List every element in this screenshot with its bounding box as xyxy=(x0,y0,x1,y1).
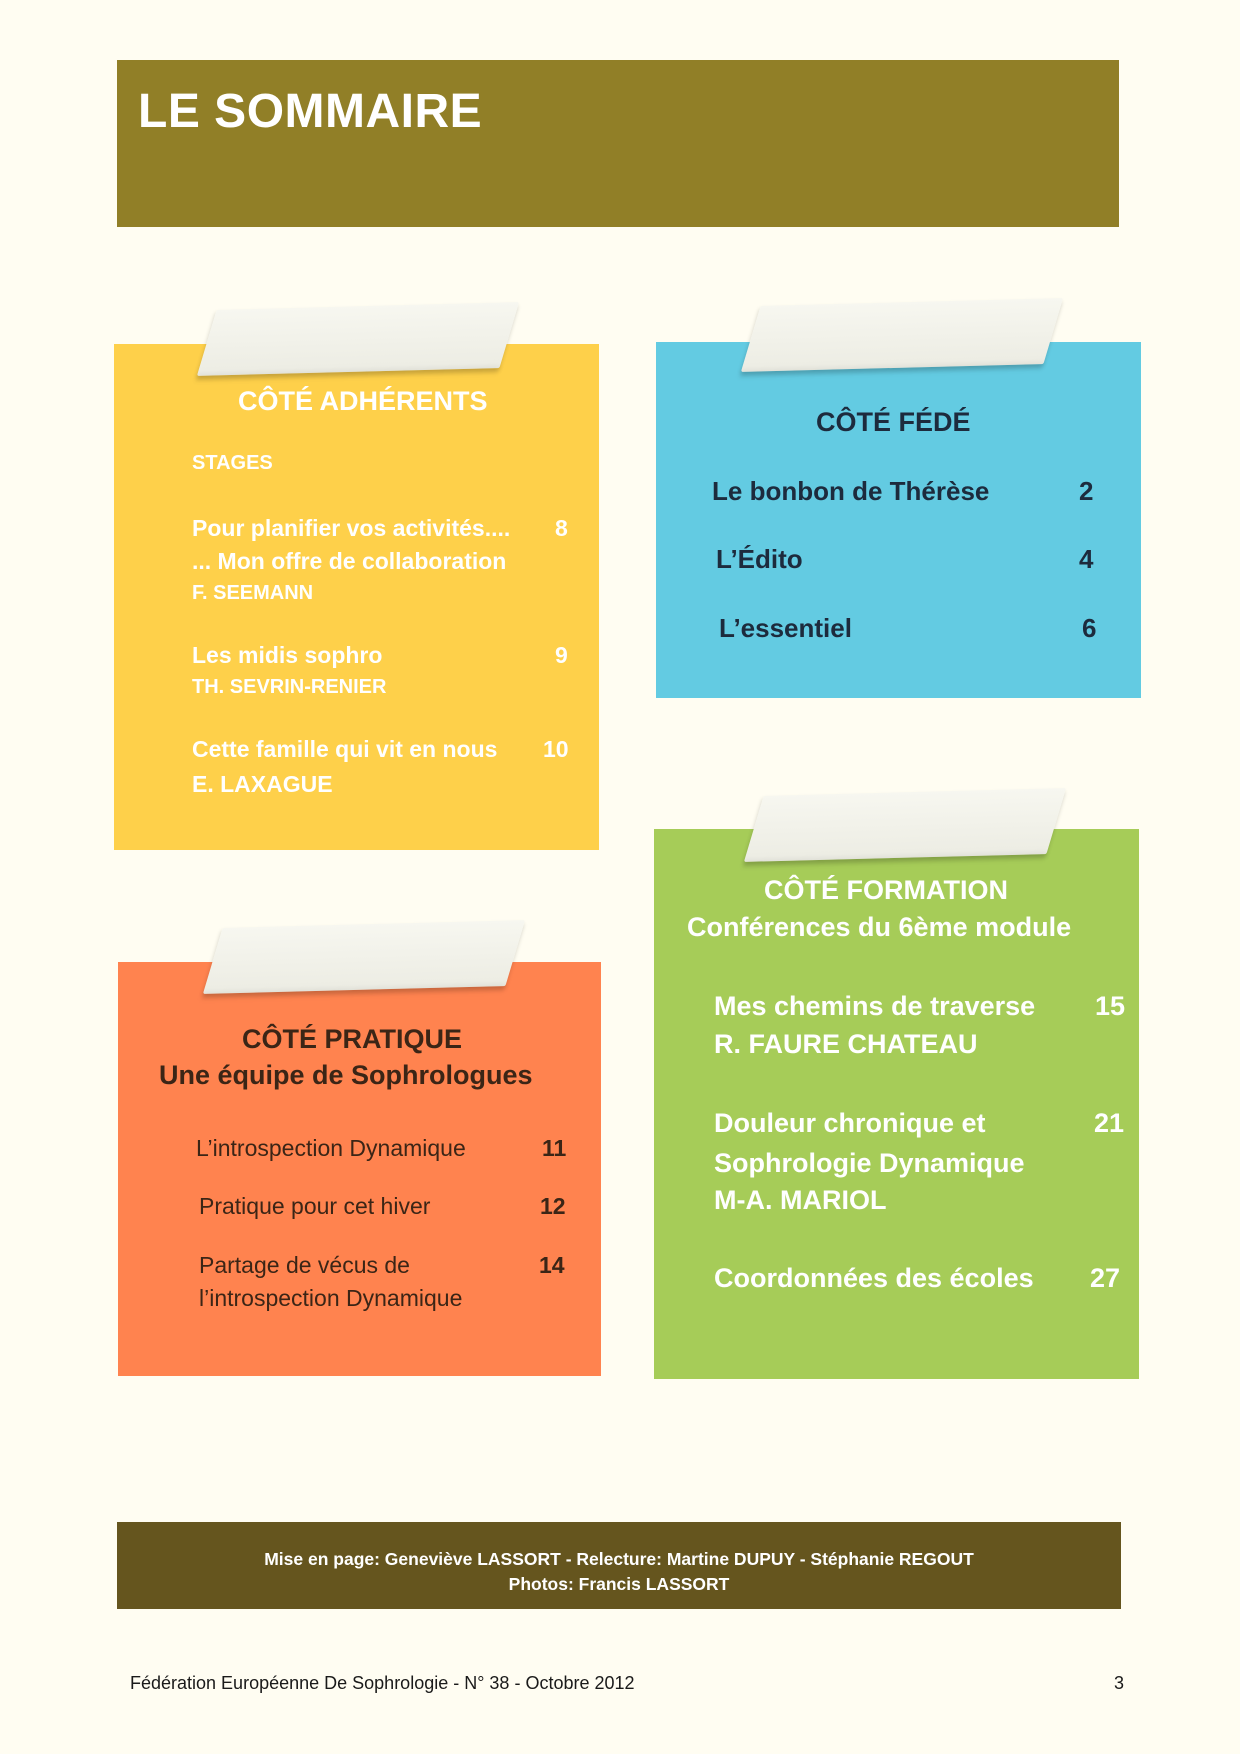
toc-entry-author: TH. SEVRIN-RENIER xyxy=(192,676,387,698)
toc-entry-page: 11 xyxy=(542,1135,567,1161)
card-formation xyxy=(654,829,1139,1379)
header-band xyxy=(117,60,1119,227)
card-title: CÔTÉ PRATIQUE xyxy=(242,1024,463,1054)
toc-entry-page: 21 xyxy=(1094,1108,1125,1138)
section-label: STAGES xyxy=(192,452,273,474)
toc-entry-author: R. FAURE CHATEAU xyxy=(714,1029,978,1059)
toc-entry-author: M-A. MARIOL xyxy=(714,1185,887,1215)
credits-band xyxy=(117,1522,1121,1609)
footer-page-number: 3 xyxy=(1114,1673,1125,1693)
card-title: CÔTÉ FORMATION xyxy=(764,875,1008,905)
toc-entry-page: 9 xyxy=(555,642,568,668)
toc-entry-title[interactable]: Coordonnées des écoles xyxy=(714,1263,1034,1293)
page-title: LE SOMMAIRE xyxy=(138,85,483,138)
toc-entry-author: F. SEEMANN xyxy=(192,582,314,604)
card-subtitle: Conférences du 6ème module xyxy=(687,912,1072,942)
toc-entry-title[interactable]: ... Mon offre de collaboration xyxy=(192,548,507,574)
card-title: CÔTÉ FÉDÉ xyxy=(816,407,971,437)
toc-entry-page: 4 xyxy=(1079,544,1094,574)
card-pratique xyxy=(118,962,601,1376)
tape-decoration xyxy=(741,298,1063,372)
footer-publication: Fédération Européenne De Sophrologie - N° 38 - Octobre 2012 xyxy=(130,1673,635,1693)
toc-entry-title[interactable]: Cette famille qui vit en nous xyxy=(192,736,498,762)
toc-entry-page: 27 xyxy=(1090,1263,1121,1293)
card-title: CÔTÉ ADHÉRENTS xyxy=(238,386,488,416)
card-fede xyxy=(656,342,1141,698)
toc-entry-page: 2 xyxy=(1079,476,1094,506)
toc-entry-title[interactable]: L’essentiel xyxy=(719,613,852,643)
toc-entry-page: 10 xyxy=(543,736,569,762)
toc-entry-title[interactable]: Pratique pour cet hiver xyxy=(199,1193,431,1219)
toc-entry-author: E. LAXAGUE xyxy=(192,771,333,797)
toc-entry-page: 6 xyxy=(1082,613,1097,643)
toc-entry-title[interactable]: L’Édito xyxy=(716,544,803,574)
toc-entry-page: 12 xyxy=(540,1193,566,1219)
tape-decoration xyxy=(744,788,1066,862)
tape-decoration xyxy=(197,302,519,376)
card-adherents xyxy=(114,344,599,850)
toc-entry-title[interactable]: l’introspection Dynamique xyxy=(199,1285,463,1311)
toc-entry-title[interactable]: Le bonbon de Thérèse xyxy=(712,476,990,506)
toc-entry-title[interactable]: Pour planifier vos activités.... xyxy=(192,515,511,541)
toc-entry-title[interactable]: Les midis sophro xyxy=(192,642,383,668)
toc-entry-page: 15 xyxy=(1095,991,1126,1021)
toc-entry-title[interactable]: Douleur chronique et xyxy=(714,1108,986,1138)
toc-entry-title[interactable]: L’introspection Dynamique xyxy=(196,1135,466,1161)
toc-entry-title[interactable]: Mes chemins de traverse xyxy=(714,991,1036,1021)
toc-entry-page: 8 xyxy=(555,515,568,541)
tape-decoration xyxy=(203,920,525,994)
toc-entry-title[interactable]: Partage de vécus de xyxy=(199,1252,410,1278)
toc-entry-title[interactable]: Sophrologie Dynamique xyxy=(714,1148,1025,1178)
card-subtitle: Une équipe de Sophrologues xyxy=(159,1060,533,1090)
credits-line: Photos: Francis LASSORT xyxy=(508,1574,730,1594)
toc-entry-page: 14 xyxy=(539,1252,565,1278)
credits-line: Mise en page: Geneviève LASSORT - Relecture: Martine DUPUY - Stéphanie REGOUT xyxy=(264,1549,974,1569)
